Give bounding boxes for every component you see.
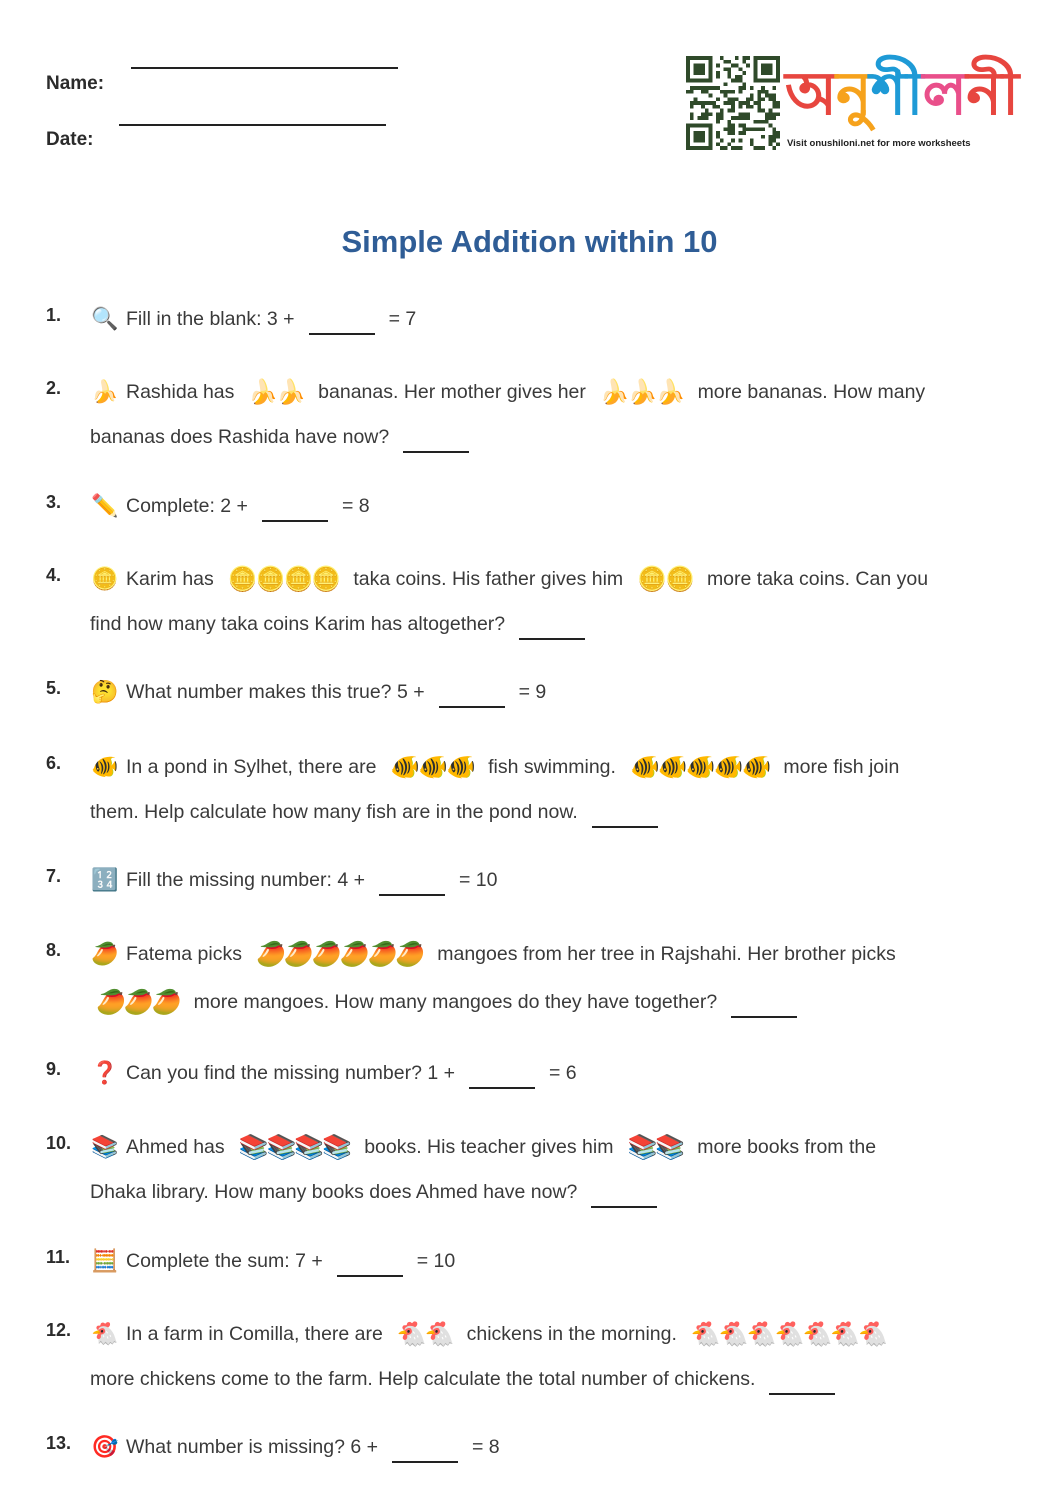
date-label: Date: (46, 129, 94, 150)
numbers-icon: 🔢 (91, 867, 119, 892)
question-number: 6. (46, 753, 62, 773)
question-text: In a pond in Sylhet, there are (126, 755, 377, 778)
books-group-icon: 📚📚📚📚 (238, 1133, 351, 1161)
brand-logo (785, 46, 1019, 156)
books-icon: 📚 (91, 1134, 119, 1159)
question-text: Ahmed has (126, 1135, 225, 1158)
answer-blank[interactable] (469, 1069, 535, 1089)
question-text: fish swimming. (488, 755, 616, 778)
thinking-face-icon: 🤔 (91, 679, 119, 704)
banana-group-icon: 🍌🍌🍌 (599, 378, 684, 406)
question-number: 12. (46, 1320, 72, 1340)
brand-letter: শ (870, 59, 923, 129)
brand-letter: ন (966, 59, 1019, 129)
question-text: chickens in the morning. (466, 1322, 677, 1345)
chicken-group-icon: 🐔🐔 (396, 1320, 453, 1348)
question-text: taka coins. His father gives him (353, 567, 624, 590)
question-text: more mangoes. How many mangoes do they have together? (193, 990, 718, 1013)
worksheet-title: Simple Addition within 10 (341, 224, 718, 259)
chicken-group-icon: 🐔🐔🐔🐔🐔🐔🐔 (690, 1320, 887, 1348)
answer-blank[interactable] (309, 315, 375, 335)
question-text: Rashida has (126, 380, 235, 403)
coin-group-icon: 🪙🪙 (637, 565, 693, 593)
abacus-icon: 🧮 (91, 1248, 119, 1273)
question-number: 11. (46, 1247, 71, 1267)
question-text: mangoes from her tree in Rajshahi. Her brother picks (437, 942, 896, 965)
question-text: bananas does Rashida have now? (90, 425, 390, 448)
question-number: 5. (46, 678, 62, 698)
magnifier-icon: 🔍 (91, 306, 119, 331)
mango-group-icon: 🥭🥭🥭 (96, 988, 180, 1016)
qr-code-icon (686, 56, 780, 150)
books-group-icon: 📚📚 (627, 1133, 684, 1161)
question-text: What number is missing? 6 + (126, 1435, 378, 1458)
name-field[interactable] (131, 67, 398, 69)
brand-letter: ন (835, 59, 871, 129)
question-number: 9. (46, 1059, 62, 1079)
question-text: = 6 (548, 1061, 577, 1084)
question-text: Fatema picks (126, 942, 242, 965)
chicken-icon: 🐔 (91, 1321, 119, 1346)
target-icon: 🎯 (91, 1434, 119, 1459)
question-text: more chickens come to the farm. Help calculate the total number of chickens. (90, 1367, 756, 1390)
answer-blank[interactable] (519, 620, 585, 640)
question-text: = 8 (471, 1435, 500, 1458)
question-text: more fish join (783, 755, 900, 778)
question-text: Karim has (126, 567, 214, 590)
answer-blank[interactable] (592, 808, 658, 828)
question-text: = 9 (518, 680, 547, 703)
question-number: 8. (46, 940, 62, 960)
question-text: books. His teacher gives him (364, 1135, 614, 1158)
answer-blank[interactable] (337, 1257, 403, 1277)
answer-blank[interactable] (392, 1443, 458, 1463)
question-text: Complete: 2 + (126, 494, 248, 517)
mango-group-icon: 🥭🥭🥭🥭🥭🥭 (255, 940, 424, 968)
coin-group-icon: 🪙🪙🪙🪙 (227, 565, 340, 593)
question-text: What number makes this true? 5 + (126, 680, 425, 703)
question-text: Complete the sum: 7 + (126, 1249, 323, 1272)
question-text: Dhaka library. How many books does Ahmed have now? (90, 1180, 578, 1203)
question-text: more taka coins. Can you (706, 567, 929, 590)
brand-letter: অ (785, 59, 836, 129)
answer-blank[interactable] (379, 876, 445, 896)
brand-letter: ল (922, 59, 967, 129)
question-number: 13. (46, 1433, 72, 1453)
answer-blank[interactable] (403, 433, 469, 453)
pencil-icon: ✏️ (91, 493, 119, 518)
answer-blank[interactable] (262, 502, 328, 522)
question-text: In a farm in Comilla, there are (126, 1322, 383, 1345)
coin-icon: 🪙 (91, 566, 119, 591)
question-text: find how many taka coins Karim has altogether? (90, 612, 506, 635)
name-label: Name: (46, 73, 105, 94)
question-number: 4. (46, 565, 62, 585)
answer-blank[interactable] (439, 688, 505, 708)
answer-blank[interactable] (731, 998, 797, 1018)
question-text: Fill in the blank: 3 + (126, 307, 295, 330)
date-field[interactable] (119, 124, 386, 126)
question-text: Can you find the missing number? 1 + (126, 1061, 455, 1084)
question-mark-icon: ❓ (91, 1060, 119, 1085)
question-text: = 8 (341, 494, 370, 517)
question-text: more bananas. How many (697, 380, 926, 403)
answer-blank[interactable] (591, 1188, 657, 1208)
banana-group-icon: 🍌🍌 (248, 378, 305, 406)
answer-blank[interactable] (769, 1375, 835, 1395)
fish-group-icon: 🐠🐠🐠🐠🐠 (629, 753, 770, 781)
question-number: 7. (46, 866, 62, 886)
question-text: = 10 (416, 1249, 456, 1272)
question-text: Fill the missing number: 4 + (126, 868, 365, 891)
brand-tagline: Visit onushiloni.net for more worksheets (787, 138, 971, 149)
mango-icon: 🥭 (91, 941, 119, 966)
question-number: 10. (46, 1133, 72, 1153)
question-number: 2. (46, 378, 62, 398)
question-number: 1. (46, 305, 62, 325)
question-text: bananas. Her mother gives her (318, 380, 586, 403)
tropical-fish-icon: 🐠 (91, 754, 119, 779)
question-text: them. Help calculate how many fish are in the pond now. (90, 800, 578, 823)
question-text: = 7 (388, 307, 417, 330)
fish-group-icon: 🐠🐠🐠 (390, 753, 475, 781)
question-text: more books from the (697, 1135, 877, 1158)
brand-wordmark (785, 48, 1018, 148)
question-number: 3. (46, 492, 62, 512)
banana-icon: 🍌 (91, 379, 119, 404)
question-text: = 10 (458, 868, 498, 891)
